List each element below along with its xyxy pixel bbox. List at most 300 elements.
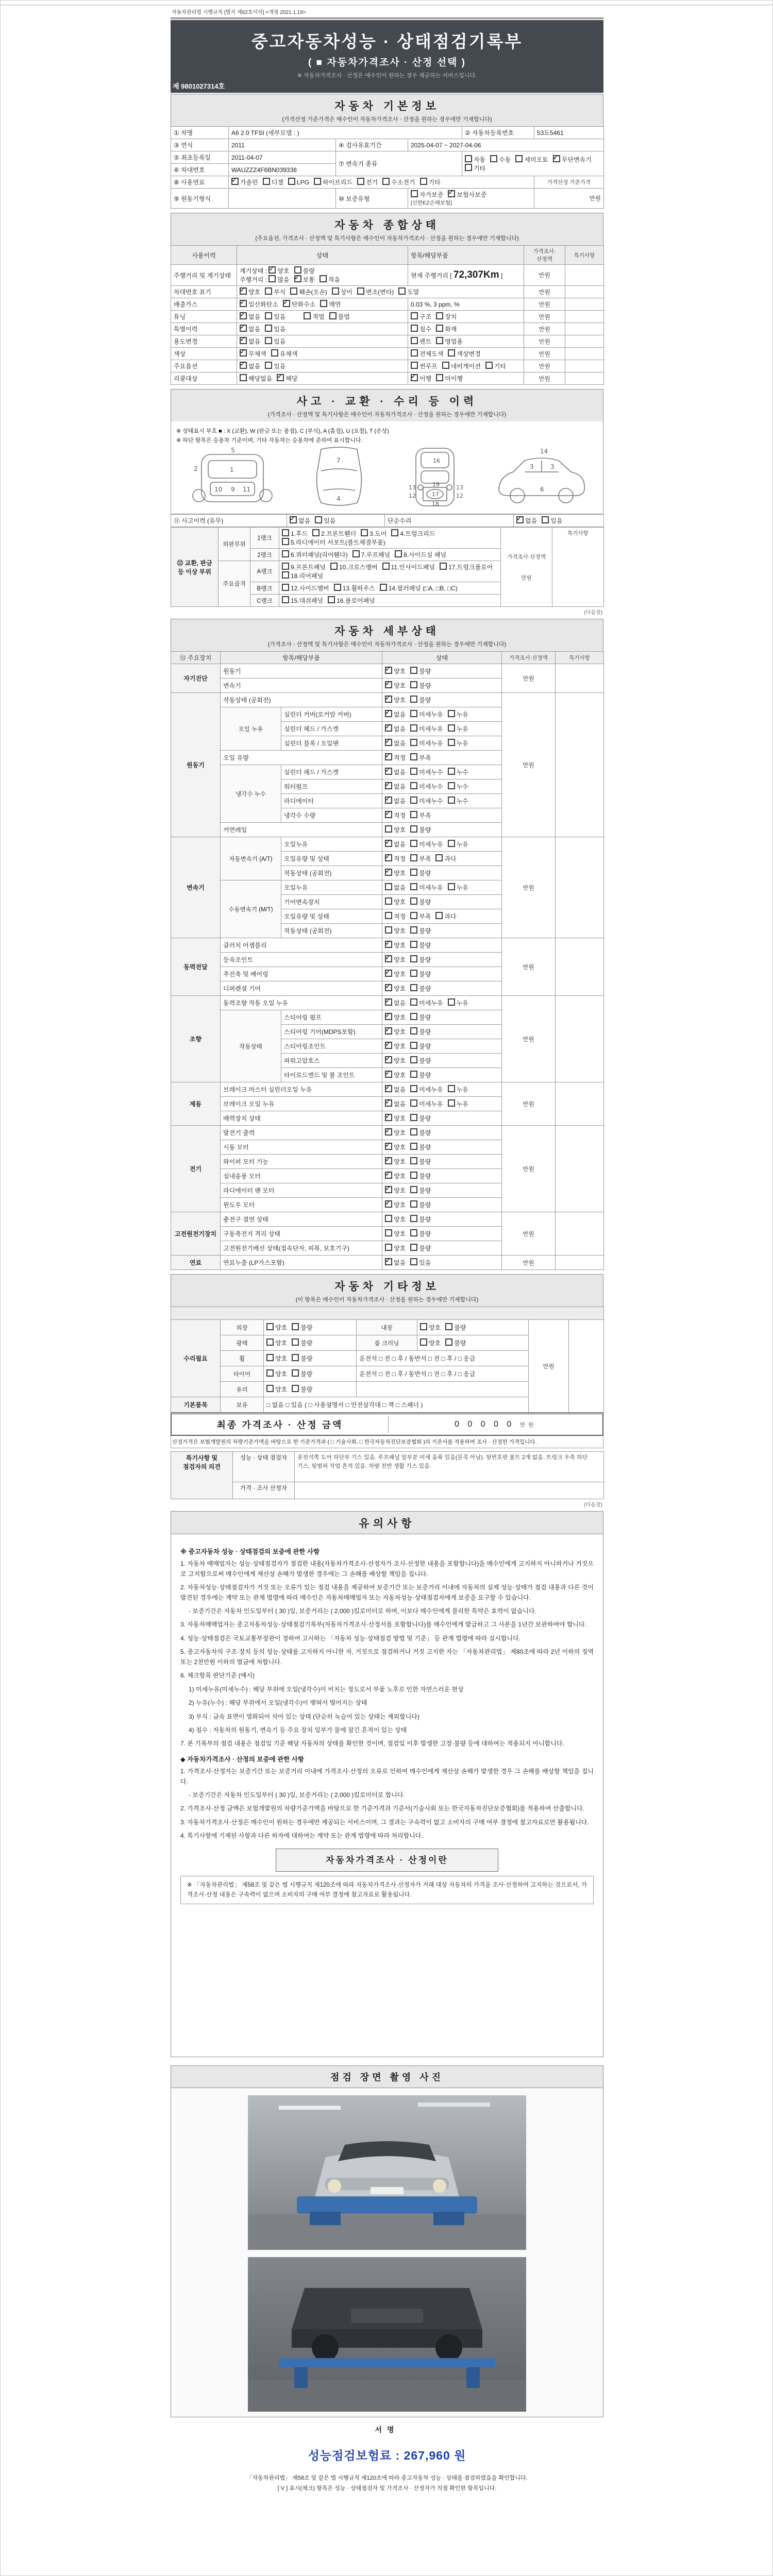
checked-box-icon[interactable] — [516, 516, 524, 523]
checked-box-icon[interactable] — [385, 696, 392, 703]
unchecked-box-icon[interactable] — [411, 190, 418, 197]
unchecked-box-icon[interactable] — [320, 300, 327, 307]
checkbox-미세누유[interactable] — [410, 710, 443, 719]
checkbox-불량[interactable] — [410, 1215, 431, 1224]
checkbox-양호[interactable] — [420, 1323, 441, 1332]
checkbox-있음[interactable] — [265, 325, 285, 333]
checkbox-없음[interactable] — [385, 724, 406, 733]
checkbox-부족[interactable] — [410, 811, 431, 820]
unchecked-box-icon[interactable] — [380, 584, 387, 591]
checked-box-icon[interactable] — [385, 796, 392, 804]
checkbox-매연[interactable] — [320, 300, 341, 309]
checkbox-누수[interactable] — [448, 782, 468, 791]
checkbox-적음[interactable] — [320, 275, 340, 284]
checkbox-도말[interactable] — [398, 287, 419, 296]
checkbox-없음[interactable] — [385, 1258, 406, 1267]
unchecked-box-icon[interactable] — [436, 337, 443, 344]
checked-box-icon[interactable] — [385, 782, 392, 789]
checked-box-icon[interactable] — [448, 190, 455, 197]
checked-box-icon[interactable] — [268, 266, 276, 274]
unchecked-box-icon[interactable] — [292, 1354, 299, 1361]
unchecked-box-icon[interactable] — [320, 275, 327, 282]
unchecked-box-icon[interactable] — [410, 869, 417, 876]
unchecked-box-icon[interactable] — [448, 782, 455, 789]
unchecked-box-icon[interactable] — [330, 563, 338, 570]
unchecked-box-icon[interactable] — [410, 1056, 417, 1063]
unchecked-box-icon[interactable] — [410, 825, 417, 833]
checkbox-미세누유[interactable] — [410, 739, 443, 748]
checkbox-자동[interactable] — [465, 155, 485, 164]
unchecked-box-icon[interactable] — [411, 325, 418, 332]
checkbox-해당[interactable] — [277, 374, 297, 383]
checkbox-불량[interactable] — [410, 1229, 431, 1238]
unchecked-box-icon[interactable] — [410, 912, 417, 919]
unchecked-box-icon[interactable] — [448, 796, 455, 804]
checkbox-불량[interactable] — [410, 869, 431, 877]
checkbox-불량[interactable] — [410, 1114, 431, 1123]
checkbox-불량[interactable] — [292, 1369, 312, 1378]
checked-box-icon[interactable] — [385, 811, 392, 818]
checked-box-icon[interactable] — [385, 955, 392, 962]
checkbox-침수[interactable] — [411, 325, 431, 333]
unchecked-box-icon[interactable] — [410, 696, 417, 703]
checkbox-부족[interactable] — [410, 912, 431, 921]
unchecked-box-icon[interactable] — [410, 1200, 417, 1208]
checkbox-해당없음[interactable] — [240, 374, 272, 383]
checked-box-icon[interactable] — [385, 1143, 392, 1150]
unchecked-box-icon[interactable] — [382, 563, 390, 570]
unchecked-box-icon[interactable] — [410, 768, 417, 775]
checked-box-icon[interactable] — [290, 516, 297, 523]
checkbox-양호[interactable] — [385, 825, 406, 834]
checkbox-수동[interactable] — [490, 155, 511, 164]
checkbox-양호[interactable] — [268, 266, 289, 275]
checkbox-썬루프[interactable] — [411, 362, 438, 370]
unchecked-box-icon[interactable] — [410, 840, 417, 847]
checked-box-icon[interactable] — [385, 1042, 392, 1049]
checkbox-불법[interactable] — [329, 312, 350, 321]
checkbox-네비게이션[interactable] — [442, 362, 481, 370]
unchecked-box-icon[interactable] — [265, 312, 272, 319]
checkbox-적법[interactable] — [304, 312, 324, 321]
unchecked-box-icon[interactable] — [448, 998, 455, 1006]
checked-box-icon[interactable] — [385, 869, 392, 876]
checked-box-icon[interactable] — [385, 768, 392, 775]
unchecked-box-icon[interactable] — [410, 1229, 417, 1236]
checkbox-미세누유[interactable] — [410, 883, 443, 892]
unchecked-box-icon[interactable] — [515, 155, 523, 162]
checkbox-불량[interactable] — [410, 1143, 431, 1151]
checkbox-누유[interactable] — [448, 1085, 468, 1094]
checkbox-자가보증[interactable] — [411, 190, 443, 199]
unchecked-box-icon[interactable] — [448, 724, 455, 732]
checkbox-불량[interactable] — [410, 825, 431, 834]
unchecked-box-icon[interactable] — [385, 1215, 392, 1222]
checkbox-불량[interactable] — [445, 1338, 466, 1347]
checkbox-1.후드[interactable] — [282, 529, 308, 538]
checkbox-미세누수[interactable] — [410, 782, 443, 791]
checkbox-양호[interactable] — [385, 1172, 406, 1180]
checkbox-10.크로스멤버[interactable] — [330, 563, 378, 571]
unchecked-box-icon[interactable] — [328, 596, 335, 603]
checkbox-미세누유[interactable] — [410, 724, 443, 733]
checkbox-5.라디에이터 서포트(볼트체결부품)[interactable] — [282, 538, 385, 547]
checked-box-icon[interactable] — [294, 275, 301, 282]
checked-box-icon[interactable] — [385, 854, 392, 861]
unchecked-box-icon[interactable] — [282, 538, 289, 545]
checked-box-icon[interactable] — [411, 374, 418, 381]
checkbox-전체도색[interactable] — [411, 349, 443, 358]
checked-box-icon[interactable] — [231, 178, 239, 185]
unchecked-box-icon[interactable] — [314, 178, 321, 185]
checkbox-화재[interactable] — [436, 325, 457, 333]
checkbox-2.프론트휀더[interactable] — [312, 529, 356, 538]
checkbox-불량[interactable] — [292, 1385, 312, 1394]
unchecked-box-icon[interactable] — [440, 563, 447, 570]
checkbox-양호[interactable] — [266, 1338, 287, 1347]
checkbox-양호[interactable] — [385, 1128, 406, 1137]
unchecked-box-icon[interactable] — [448, 1099, 455, 1107]
checkbox-LPG[interactable] — [288, 178, 309, 186]
checkbox-양호[interactable] — [385, 941, 406, 950]
unchecked-box-icon[interactable] — [410, 667, 417, 674]
unchecked-box-icon[interactable] — [410, 1172, 417, 1179]
unchecked-box-icon[interactable] — [266, 1323, 274, 1330]
checkbox-양호[interactable] — [385, 1157, 406, 1166]
unchecked-box-icon[interactable] — [357, 178, 364, 185]
unchecked-box-icon[interactable] — [410, 1186, 417, 1193]
unchecked-box-icon[interactable] — [334, 584, 341, 591]
checked-box-icon[interactable] — [385, 724, 392, 732]
checkbox-양호[interactable] — [385, 1244, 406, 1252]
checkbox-양호[interactable] — [385, 1200, 406, 1209]
checked-box-icon[interactable] — [240, 362, 247, 369]
checkbox-4.트렁크리드[interactable] — [391, 529, 435, 538]
checkbox-양호[interactable] — [385, 926, 406, 935]
unchecked-box-icon[interactable] — [410, 1071, 417, 1078]
unchecked-box-icon[interactable] — [282, 563, 289, 570]
checkbox-양호[interactable] — [385, 1114, 406, 1123]
checkbox-미세누유[interactable] — [410, 998, 443, 1007]
unchecked-box-icon[interactable] — [410, 970, 417, 977]
checked-box-icon[interactable] — [553, 155, 560, 162]
checkbox-양호[interactable] — [385, 1229, 406, 1238]
unchecked-box-icon[interactable] — [332, 287, 339, 295]
checkbox-9.프론트패널[interactable] — [282, 563, 326, 571]
unchecked-box-icon[interactable] — [292, 1369, 299, 1377]
unchecked-box-icon[interactable] — [420, 1338, 427, 1346]
checkbox-불량[interactable] — [445, 1323, 466, 1332]
checkbox-불량[interactable] — [410, 941, 431, 950]
checkbox-적정[interactable] — [385, 753, 406, 762]
checkbox-보통[interactable] — [294, 275, 315, 284]
checkbox-있음[interactable] — [315, 516, 335, 525]
checkbox-부족[interactable] — [410, 753, 431, 762]
checkbox-없음[interactable] — [385, 710, 406, 719]
unchecked-box-icon[interactable] — [411, 312, 418, 319]
unchecked-box-icon[interactable] — [398, 287, 406, 295]
checkbox-없음[interactable] — [385, 782, 406, 791]
unchecked-box-icon[interactable] — [361, 529, 368, 536]
unchecked-box-icon[interactable] — [410, 1085, 417, 1092]
unchecked-box-icon[interactable] — [410, 753, 417, 760]
unchecked-box-icon[interactable] — [465, 155, 472, 162]
checkbox-수소전기[interactable] — [382, 178, 415, 187]
unchecked-box-icon[interactable] — [315, 516, 322, 523]
checkbox-상이[interactable] — [332, 287, 352, 296]
checkbox-불량[interactable] — [410, 681, 431, 690]
checkbox-불량[interactable] — [410, 955, 431, 964]
checkbox-기타[interactable] — [420, 178, 441, 187]
checkbox-이행[interactable] — [411, 374, 431, 383]
checkbox-장치[interactable] — [436, 312, 457, 321]
checkbox-불량[interactable] — [292, 1323, 312, 1332]
checkbox-양호[interactable] — [385, 1071, 406, 1079]
checkbox-적정[interactable] — [385, 854, 406, 863]
checkbox-불량[interactable] — [410, 1027, 431, 1036]
checked-box-icon[interactable] — [385, 1128, 392, 1136]
checkbox-색상변경[interactable] — [448, 349, 480, 358]
checkbox-양호[interactable] — [385, 1056, 406, 1065]
unchecked-box-icon[interactable] — [395, 550, 402, 557]
checkbox-있음[interactable] — [265, 362, 285, 370]
checkbox-미세누유[interactable] — [410, 1085, 443, 1094]
unchecked-box-icon[interactable] — [410, 998, 417, 1006]
unchecked-box-icon[interactable] — [410, 1244, 417, 1251]
checkbox-없음[interactable] — [385, 796, 406, 805]
checkbox-양호[interactable] — [385, 1042, 406, 1050]
checkbox-13.휠하우스[interactable] — [334, 584, 375, 592]
checkbox-17.트렁크플로어[interactable] — [440, 563, 493, 571]
checkbox-불량[interactable] — [410, 1200, 431, 1209]
unchecked-box-icon[interactable] — [410, 739, 417, 746]
unchecked-box-icon[interactable] — [385, 1229, 392, 1236]
unchecked-box-icon[interactable] — [448, 349, 455, 357]
checked-box-icon[interactable] — [385, 1085, 392, 1092]
unchecked-box-icon[interactable] — [391, 529, 398, 536]
unchecked-box-icon[interactable] — [542, 516, 549, 523]
unchecked-box-icon[interactable] — [304, 312, 311, 319]
unchecked-box-icon[interactable] — [410, 1099, 417, 1107]
checkbox-없음[interactable] — [385, 1085, 406, 1094]
checkbox-15.대쉬패널[interactable] — [282, 596, 323, 605]
unchecked-box-icon[interactable] — [410, 1013, 417, 1020]
checkbox-11.인사이드패널[interactable] — [382, 563, 435, 571]
checkbox-양호[interactable] — [385, 970, 406, 978]
checkbox-과다[interactable] — [435, 912, 456, 921]
unchecked-box-icon[interactable] — [410, 710, 417, 717]
unchecked-box-icon[interactable] — [292, 1323, 299, 1330]
checkbox-부족[interactable] — [410, 854, 431, 863]
checkbox-불량[interactable] — [410, 1042, 431, 1050]
unchecked-box-icon[interactable] — [410, 897, 417, 905]
checked-box-icon[interactable] — [385, 1258, 392, 1265]
checked-box-icon[interactable] — [385, 667, 392, 674]
checkbox-없음[interactable] — [385, 883, 406, 892]
checkbox-불량[interactable] — [410, 1013, 431, 1022]
checkbox-양호[interactable] — [385, 1013, 406, 1022]
unchecked-box-icon[interactable] — [436, 374, 443, 381]
unchecked-box-icon[interactable] — [312, 529, 320, 536]
checked-box-icon[interactable] — [240, 312, 247, 319]
checkbox-없음[interactable] — [240, 337, 260, 346]
checkbox-기타[interactable] — [465, 164, 485, 173]
checkbox-누유[interactable] — [448, 883, 468, 892]
unchecked-box-icon[interactable] — [385, 1244, 392, 1251]
unchecked-box-icon[interactable] — [410, 681, 417, 688]
checked-box-icon[interactable] — [385, 998, 392, 1006]
checkbox-불량[interactable] — [410, 696, 431, 704]
unchecked-box-icon[interactable] — [410, 1114, 417, 1121]
unchecked-box-icon[interactable] — [240, 374, 247, 381]
checkbox-양호[interactable] — [385, 1186, 406, 1195]
checkbox-탄화수소[interactable] — [283, 300, 315, 309]
checked-box-icon[interactable] — [385, 1013, 392, 1020]
unchecked-box-icon[interactable] — [445, 1338, 452, 1346]
checkbox-양호[interactable] — [385, 667, 406, 675]
unchecked-box-icon[interactable] — [265, 337, 272, 344]
checkbox-6.쿼터패널(리어휀다)[interactable] — [282, 550, 348, 559]
checkbox-있음[interactable] — [410, 1258, 431, 1267]
checkbox-무채색[interactable] — [240, 349, 266, 358]
unchecked-box-icon[interactable] — [282, 550, 289, 557]
checked-box-icon[interactable] — [240, 337, 247, 344]
checkbox-양호[interactable] — [266, 1354, 287, 1363]
checked-box-icon[interactable] — [240, 300, 247, 307]
unchecked-box-icon[interactable] — [445, 1323, 452, 1330]
checkbox-영업용[interactable] — [436, 337, 463, 346]
checked-box-icon[interactable] — [385, 1186, 392, 1193]
checkbox-14.필러패널 (□A, □B, □C)[interactable] — [380, 584, 458, 592]
unchecked-box-icon[interactable] — [288, 178, 295, 185]
checked-box-icon[interactable] — [385, 970, 392, 977]
unchecked-box-icon[interactable] — [382, 178, 390, 185]
checkbox-누유[interactable] — [448, 1099, 468, 1108]
unchecked-box-icon[interactable] — [410, 854, 417, 861]
unchecked-box-icon[interactable] — [282, 596, 289, 603]
checkbox-없음[interactable] — [290, 516, 310, 525]
checked-box-icon[interactable] — [385, 1071, 392, 1078]
unchecked-box-icon[interactable] — [292, 1385, 299, 1392]
checkbox-불량[interactable] — [410, 897, 431, 906]
checked-box-icon[interactable] — [385, 840, 392, 847]
unchecked-box-icon[interactable] — [411, 337, 418, 344]
checkbox-16.플로어패널[interactable] — [328, 596, 375, 605]
checked-box-icon[interactable] — [385, 984, 392, 991]
checkbox-미이행[interactable] — [436, 374, 463, 383]
checkbox-세미오토[interactable] — [515, 155, 548, 164]
unchecked-box-icon[interactable] — [385, 897, 392, 905]
checkbox-유채색[interactable] — [271, 349, 298, 358]
checkbox-변조(변타)[interactable] — [357, 287, 394, 296]
checkbox-양호[interactable] — [385, 869, 406, 877]
unchecked-box-icon[interactable] — [282, 529, 289, 536]
checkbox-누유[interactable] — [448, 724, 468, 733]
checkbox-누수[interactable] — [448, 768, 468, 776]
checkbox-과다[interactable] — [435, 854, 456, 863]
checkbox-없음[interactable] — [516, 516, 537, 525]
checkbox-누수[interactable] — [448, 796, 468, 805]
unchecked-box-icon[interactable] — [448, 710, 455, 717]
checked-box-icon[interactable] — [385, 1200, 392, 1208]
unchecked-box-icon[interactable] — [448, 768, 455, 775]
unchecked-box-icon[interactable] — [420, 178, 427, 185]
checkbox-양호[interactable] — [385, 1143, 406, 1151]
unchecked-box-icon[interactable] — [410, 1128, 417, 1136]
checkbox-불량[interactable] — [410, 1186, 431, 1195]
unchecked-box-icon[interactable] — [329, 312, 337, 319]
checkbox-양호[interactable] — [385, 897, 406, 906]
checkbox-양호[interactable] — [385, 955, 406, 964]
checked-box-icon[interactable] — [385, 1114, 392, 1121]
checked-box-icon[interactable] — [385, 753, 392, 760]
checkbox-양호[interactable] — [385, 984, 406, 993]
checkbox-양호[interactable] — [266, 1323, 287, 1332]
checked-box-icon[interactable] — [385, 681, 392, 688]
unchecked-box-icon[interactable] — [352, 550, 360, 557]
checked-box-icon[interactable] — [385, 1027, 392, 1035]
checkbox-있음[interactable] — [542, 516, 562, 525]
checkbox-가솔린[interactable] — [231, 178, 258, 187]
checkbox-양호[interactable] — [266, 1369, 287, 1378]
checkbox-기타[interactable] — [485, 362, 506, 370]
unchecked-box-icon[interactable] — [410, 1258, 417, 1265]
checkbox-불량[interactable] — [410, 1157, 431, 1166]
checkbox-양호[interactable] — [266, 1385, 287, 1394]
unchecked-box-icon[interactable] — [436, 325, 443, 332]
checkbox-미세누수[interactable] — [410, 796, 443, 805]
unchecked-box-icon[interactable] — [385, 883, 392, 890]
unchecked-box-icon[interactable] — [410, 941, 417, 948]
unchecked-box-icon[interactable] — [490, 155, 497, 162]
checked-box-icon[interactable] — [385, 941, 392, 948]
checkbox-불량[interactable] — [410, 984, 431, 993]
unchecked-box-icon[interactable] — [410, 1042, 417, 1049]
checked-box-icon[interactable] — [385, 739, 392, 746]
checked-box-icon[interactable] — [283, 300, 290, 307]
checkbox-없음[interactable] — [385, 768, 406, 776]
unchecked-box-icon[interactable] — [294, 266, 301, 274]
unchecked-box-icon[interactable] — [290, 287, 297, 295]
unchecked-box-icon[interactable] — [420, 1323, 427, 1330]
checkbox-불량[interactable] — [410, 1172, 431, 1180]
checkbox-불량[interactable] — [410, 1071, 431, 1079]
checkbox-7.루프패널[interactable] — [352, 550, 390, 559]
unchecked-box-icon[interactable] — [263, 178, 270, 185]
unchecked-box-icon[interactable] — [410, 926, 417, 934]
checked-box-icon[interactable] — [240, 349, 247, 357]
checkbox-미세누수[interactable] — [410, 768, 443, 776]
checkbox-구조[interactable] — [411, 312, 431, 321]
checkbox-양호[interactable] — [385, 1215, 406, 1224]
unchecked-box-icon[interactable] — [435, 912, 443, 919]
unchecked-box-icon[interactable] — [357, 287, 364, 295]
unchecked-box-icon[interactable] — [265, 325, 272, 332]
unchecked-box-icon[interactable] — [385, 926, 392, 934]
checkbox-18.리어패널[interactable] — [282, 571, 323, 580]
unchecked-box-icon[interactable] — [282, 584, 289, 591]
checkbox-없음[interactable] — [240, 325, 260, 333]
unchecked-box-icon[interactable] — [385, 825, 392, 833]
checkbox-일산화탄소[interactable] — [240, 300, 278, 309]
checkbox-누유[interactable] — [448, 739, 468, 748]
checked-box-icon[interactable] — [385, 1099, 392, 1107]
checkbox-누유[interactable] — [448, 840, 468, 849]
checkbox-양호[interactable] — [385, 1027, 406, 1036]
checkbox-있음[interactable] — [265, 337, 285, 346]
checkbox-없음[interactable] — [240, 312, 260, 321]
checked-box-icon[interactable] — [385, 1157, 392, 1164]
